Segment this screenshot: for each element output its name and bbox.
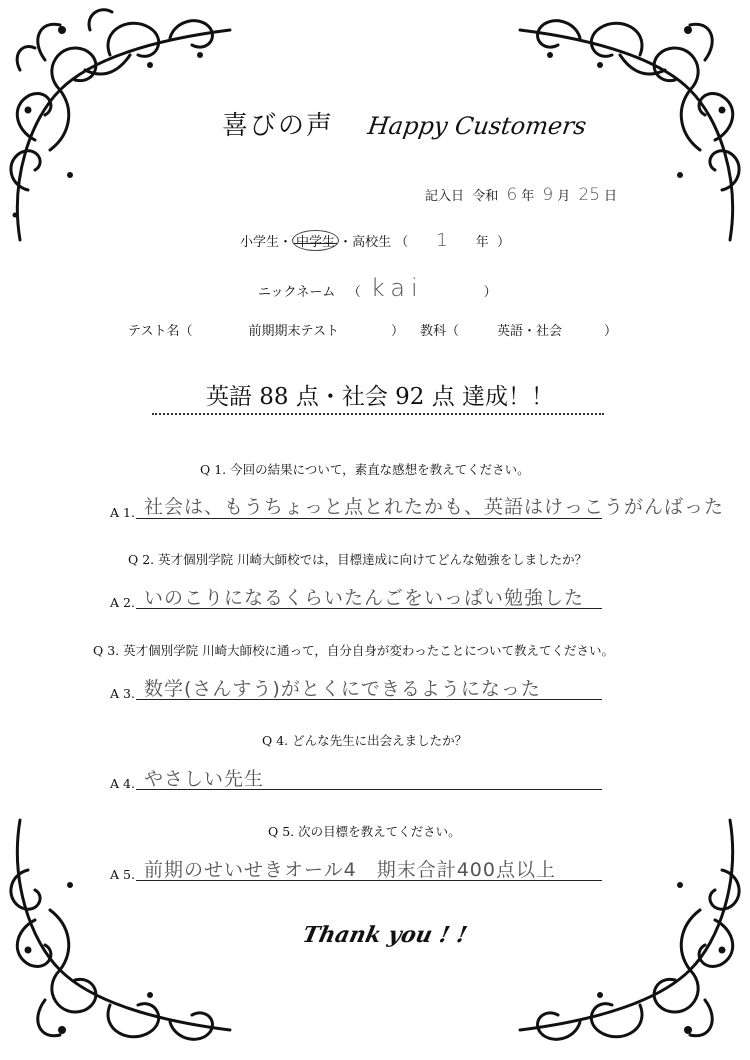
grade-year-value: 1 (436, 230, 448, 251)
question-1: Q 1. 今回の結果について，素直な感想を教えてください。 (200, 462, 530, 477)
date-era: 令和 (472, 189, 499, 204)
question-5: Q 5. 次の目標を教えてください。 (268, 824, 461, 839)
answer-4-text: やさしい先生 (144, 768, 265, 790)
subject-label: 教科（ (419, 324, 459, 339)
answer-1-text: 社会は、もうちょっと点とれたかも、英語はけっこうがんばった (144, 496, 725, 518)
answer-3-label: A 3. (110, 686, 135, 701)
nickname-label: ニックネーム (258, 285, 336, 300)
date-year-unit: 年 (521, 189, 535, 204)
answer-2-line (136, 608, 602, 609)
date-year-value: 6 (506, 185, 518, 205)
nickname-open-paren: （ (347, 285, 361, 300)
date-month-value: 9 (542, 185, 554, 205)
ornament-corner-bottom-right (500, 810, 750, 1060)
grade-open-paren: （ (395, 235, 409, 250)
answer-4-label: A 4. (110, 776, 135, 791)
subject-close: ） (604, 324, 618, 339)
test-name-label: テスト名（ (128, 324, 193, 339)
achievement-underline (152, 413, 604, 415)
nickname-close-paren: ） (483, 285, 497, 300)
ornament-corner-bottom-left (0, 810, 250, 1060)
answer-5-label: A 5. (110, 867, 135, 882)
school-grade (240, 230, 510, 251)
ornament-corner-top-left (0, 0, 250, 250)
page-title-japanese: 喜びの声 (222, 111, 335, 141)
thank-you-message: Thank you ! ! (300, 922, 470, 948)
grade-high: 高校生 (352, 235, 392, 250)
subject-value: 英語・社会 (497, 324, 563, 339)
question-3: Q 3. 英才個別学院 川崎大師校に通って，自分自身が変わったことについて教えてください。 (93, 643, 614, 658)
answer-4-line (136, 789, 602, 790)
nickname-row (258, 274, 497, 302)
answer-5-line (136, 880, 602, 881)
nickname-value: kai (370, 274, 424, 302)
grade-close-paren: ） (496, 235, 510, 250)
answer-2-text: いのこりになるくらいたんごをいっぱい勉強した (144, 587, 585, 609)
achievement-headline: 英語 88 点・社会 92 点 達成！！ (205, 384, 555, 410)
date-day-value: 25 (578, 185, 601, 205)
answer-3-text: 数学(さんすう)がとくにできるようになった (144, 678, 541, 700)
test-info-row (128, 320, 617, 339)
grade-separator: ・ (279, 235, 293, 250)
answer-5-text: 前期のせいせきオール4 期末合計400点以上 (144, 859, 556, 881)
answer-1-line (136, 518, 602, 519)
grade-middle: 中学生 (296, 235, 336, 250)
grade-separator: ・ (339, 235, 353, 250)
date-label: 記入日 (425, 189, 465, 204)
test-name-value: 前期期末テスト (248, 324, 339, 339)
grade-year-unit: 年 (475, 235, 489, 250)
answer-2-label: A 2. (110, 595, 135, 610)
grade-elementary: 小学生 (240, 235, 280, 250)
test-name-close: ） (390, 324, 404, 339)
date-day-unit: 日 (604, 189, 618, 204)
date-month-unit: 月 (557, 189, 571, 204)
question-2: Q 2. 英才個別学院 川崎大師校では，目標達成に向けてどんな勉強をしましたか？ (128, 552, 588, 567)
answer-3-line (136, 699, 602, 700)
entry-date (425, 185, 617, 205)
question-4: Q 4. どんな先生に出会えましたか？ (262, 733, 468, 748)
grade-middle-circled (292, 230, 339, 251)
answer-1-label: A 1. (110, 505, 135, 520)
page-title-english: Happy Customers (366, 112, 589, 140)
